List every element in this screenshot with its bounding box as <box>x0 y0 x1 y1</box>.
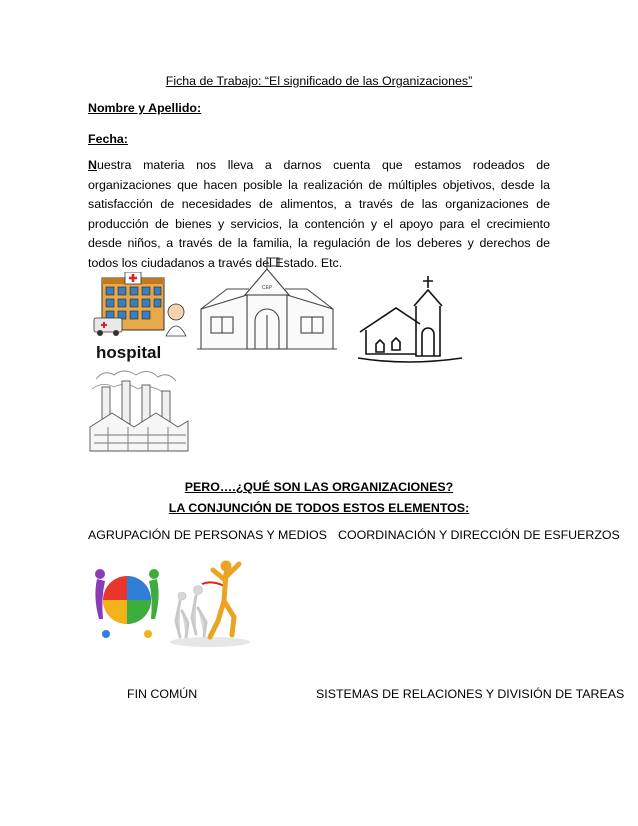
agrupacion-label: AGRUPACIÓN DE PERSONAS Y MEDIOS <box>88 528 327 542</box>
hospital-image <box>92 272 192 364</box>
hospital-text: hospital <box>96 343 162 362</box>
school-image <box>197 255 337 353</box>
fecha-label: Fecha: <box>88 132 128 146</box>
nombre-label: Nombre y Apellido: <box>88 101 202 115</box>
fin-comun-label: FIN COMÚN <box>127 687 198 701</box>
conjuncion-heading: LA CONJUNCIÓN DE TODOS ESTOS ELEMENTOS: <box>168 501 470 515</box>
paragraph-drop-letter: N <box>88 158 97 172</box>
church-image <box>356 274 464 366</box>
school-sign-text: CEP <box>261 285 273 291</box>
coordinacion-label: COORDINACIÓN Y DIRECCIÓN DE ESFUERZOS <box>338 528 620 542</box>
factory-image <box>88 365 193 453</box>
worksheet-title: Ficha de Trabajo: “El significado de las Organizaciones” <box>165 74 473 88</box>
puzzle-people-image <box>92 560 162 642</box>
question-heading: PERO….¿QUÉ SON LAS ORGANIZACIONES? <box>184 480 454 494</box>
sistemas-label: SISTEMAS DE RELACIONES Y DIVISIÓN DE TAREAS <box>316 687 625 701</box>
paragraph-text: uestra materia nos lleva a darnos cuenta que estamos rodeados de organizaciones que hacen posible la realización de múltiples objetivos, desde la satisfacción de necesidades de alimentos, a través de las organizaciones de producción de bienes y servicios, la contención y el apoyo para el crecimiento desde niños, a través de la familia, la regulación de los deberes y derechos de todos los ciudadanos a través del Estado. Etc. <box>88 158 550 270</box>
runners-image <box>168 556 252 648</box>
